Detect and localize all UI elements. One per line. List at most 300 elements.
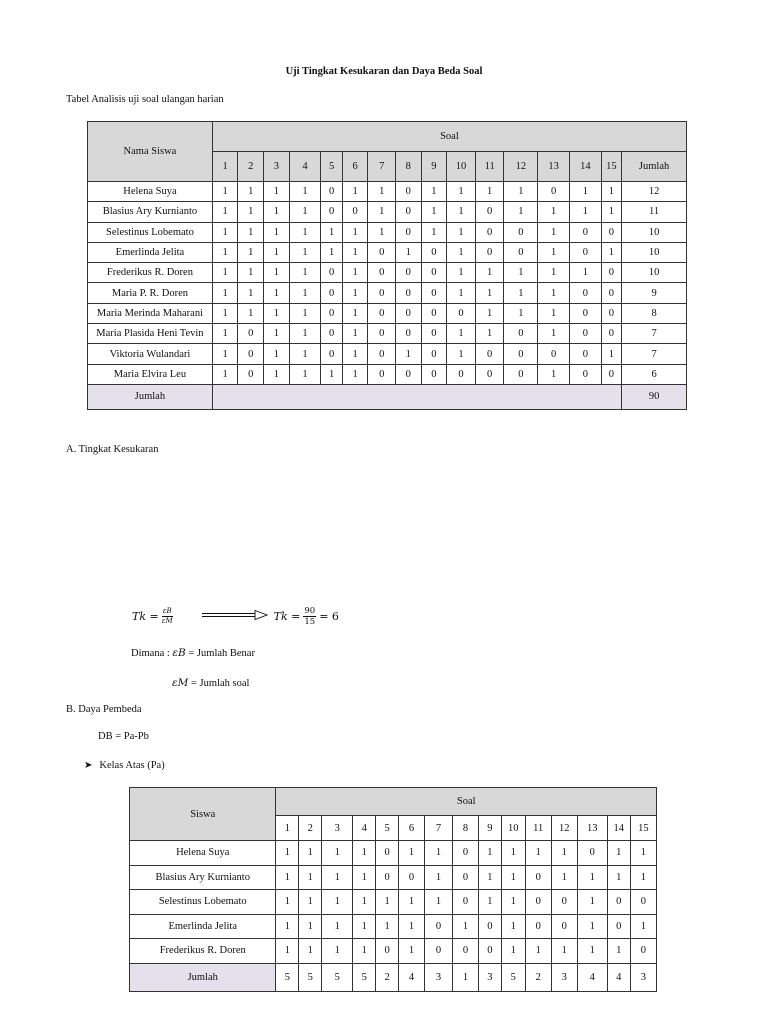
score-cell: 1: [342, 182, 368, 202]
score-cell: 1: [299, 865, 322, 890]
score-cell: 1: [538, 242, 570, 262]
score-cell: 1: [212, 324, 238, 344]
score-cell: 0: [421, 324, 447, 344]
eb-symbol: εB: [172, 647, 186, 659]
score-cell: 1: [538, 263, 570, 283]
score-cell: 1: [264, 324, 290, 344]
score-cell: 1: [501, 914, 525, 939]
upper-class-table: [129, 787, 657, 992]
score-cell: 0: [396, 303, 422, 323]
row-total: 11: [622, 202, 687, 222]
score-cell: 0: [396, 182, 422, 202]
score-cell: 1: [504, 263, 538, 283]
score-cell: 0: [525, 890, 551, 915]
score-cell: 1: [538, 283, 570, 303]
score-cell: 1: [321, 222, 342, 242]
score-cell: 0: [551, 914, 577, 939]
student-name: Maria Merinda Maharani: [88, 303, 213, 323]
grand-total: 90: [622, 384, 687, 409]
column-sum: 5: [299, 963, 322, 991]
score-cell: 1: [447, 242, 476, 262]
section-a-heading: A. Tingkat Kesukaran: [66, 444, 159, 455]
question-number-header: 4: [353, 816, 376, 841]
score-cell: 1: [504, 303, 538, 323]
score-cell: 0: [453, 841, 479, 866]
score-cell: 1: [551, 939, 577, 964]
score-cell: 1: [479, 865, 502, 890]
score-cell: 0: [479, 939, 502, 964]
question-number-header: 1: [276, 816, 299, 841]
score-cell: 1: [368, 182, 396, 202]
score-cell: 0: [538, 182, 570, 202]
column-sum: 3: [551, 963, 577, 991]
document-title: Uji Tingkat Kesukaran dan Daya Beda Soal: [285, 66, 483, 77]
score-cell: 1: [342, 263, 368, 283]
score-cell: 1: [396, 344, 422, 364]
score-cell: 1: [212, 344, 238, 364]
score-cell: 0: [475, 202, 504, 222]
score-cell: 1: [264, 344, 290, 364]
score-cell: 1: [264, 242, 290, 262]
score-cell: 1: [421, 222, 447, 242]
score-cell: 0: [551, 890, 577, 915]
score-cell: 1: [447, 344, 476, 364]
score-cell: 0: [424, 914, 452, 939]
score-cell: 1: [475, 283, 504, 303]
score-cell: 0: [601, 324, 621, 344]
score-cell: 1: [238, 242, 264, 262]
score-cell: 0: [376, 841, 399, 866]
score-cell: 0: [525, 865, 551, 890]
score-cell: 1: [289, 364, 321, 384]
score-cell: 1: [212, 242, 238, 262]
score-cell: 0: [368, 283, 396, 303]
score-cell: 1: [504, 182, 538, 202]
formula-result: = 6: [319, 610, 339, 623]
sum-label: Jumlah: [130, 963, 276, 991]
fraction-eb-em: [162, 607, 173, 626]
score-cell: 0: [321, 324, 342, 344]
student-name: Helena Suya: [88, 182, 213, 202]
score-cell: 1: [342, 364, 368, 384]
score-cell: 0: [630, 939, 656, 964]
score-cell: 1: [421, 202, 447, 222]
score-cell: 0: [475, 344, 504, 364]
score-cell: 0: [504, 242, 538, 262]
student-name: Frederikus R. Doren: [130, 939, 276, 964]
question-number-header: 6: [342, 152, 368, 182]
score-cell: 1: [299, 841, 322, 866]
score-cell: 0: [321, 283, 342, 303]
soal-header: Soal: [276, 788, 657, 816]
score-cell: 1: [368, 222, 396, 242]
score-cell: 1: [289, 263, 321, 283]
score-cell: 1: [212, 303, 238, 323]
score-cell: 1: [447, 202, 476, 222]
table-row: [88, 283, 687, 303]
score-cell: 1: [321, 242, 342, 262]
table-row: [88, 303, 687, 323]
score-cell: 1: [342, 242, 368, 262]
score-cell: 0: [538, 344, 570, 364]
score-cell: 1: [399, 914, 425, 939]
arrow-bullet-icon: ➤: [84, 760, 93, 771]
score-cell: 1: [238, 303, 264, 323]
em-symbol: εM: [172, 677, 189, 689]
question-number-header: 14: [569, 152, 601, 182]
score-cell: 1: [607, 841, 630, 866]
score-cell: 0: [504, 364, 538, 384]
score-cell: 0: [447, 364, 476, 384]
score-cell: 0: [479, 914, 502, 939]
score-cell: 0: [368, 364, 396, 384]
table-row: [88, 364, 687, 384]
table-row: [88, 182, 687, 202]
score-cell: 1: [276, 939, 299, 964]
score-cell: 1: [399, 841, 425, 866]
score-cell: 1: [424, 865, 452, 890]
score-cell: 0: [569, 283, 601, 303]
row-total: 7: [622, 324, 687, 344]
score-cell: 1: [212, 364, 238, 384]
question-number-header: 14: [607, 816, 630, 841]
score-cell: 0: [321, 182, 342, 202]
row-total: 8: [622, 303, 687, 323]
score-cell: 1: [424, 841, 452, 866]
table-row: [130, 914, 657, 939]
score-cell: 0: [607, 914, 630, 939]
score-cell: 0: [342, 202, 368, 222]
question-number-header: 12: [551, 816, 577, 841]
score-cell: 1: [399, 939, 425, 964]
fraction-denominator: εM: [161, 617, 173, 625]
score-cell: 1: [342, 324, 368, 344]
score-cell: 1: [212, 182, 238, 202]
column-sum: 3: [630, 963, 656, 991]
score-cell: 1: [353, 865, 376, 890]
score-cell: 1: [264, 263, 290, 283]
score-cell: 1: [501, 865, 525, 890]
student-name: Helena Suya: [130, 841, 276, 866]
question-number-header: 12: [504, 152, 538, 182]
score-cell: 0: [421, 283, 447, 303]
question-number-header: 15: [601, 152, 621, 182]
kelas-atas-bullet: [84, 760, 165, 771]
definition-em: [172, 677, 249, 689]
score-cell: 1: [399, 890, 425, 915]
score-cell: 0: [396, 222, 422, 242]
score-cell: 0: [447, 303, 476, 323]
score-cell: 1: [601, 202, 621, 222]
score-cell: 1: [475, 303, 504, 323]
difficulty-formula: [132, 606, 339, 627]
question-number-header: 6: [399, 816, 425, 841]
question-number-header: 3: [322, 816, 353, 841]
student-name: Viktoria Wulandari: [88, 344, 213, 364]
row-total: 12: [622, 182, 687, 202]
score-cell: 0: [630, 890, 656, 915]
score-cell: 1: [447, 222, 476, 242]
question-number-header: 9: [479, 816, 502, 841]
score-cell: 1: [342, 222, 368, 242]
fraction-numerator: 90: [304, 606, 316, 616]
score-cell: 1: [353, 890, 376, 915]
score-cell: 1: [601, 344, 621, 364]
question-number-header: 11: [525, 816, 551, 841]
score-cell: 1: [577, 890, 607, 915]
score-cell: 0: [421, 344, 447, 364]
score-cell: 1: [504, 202, 538, 222]
question-number-header: 8: [396, 152, 422, 182]
column-sum: 2: [525, 963, 551, 991]
score-cell: 1: [264, 283, 290, 303]
score-cell: 1: [322, 914, 353, 939]
table-row: [88, 202, 687, 222]
score-cell: 1: [353, 939, 376, 964]
question-number-header: 2: [238, 152, 264, 182]
question-number-header: 5: [321, 152, 342, 182]
score-cell: 1: [264, 364, 290, 384]
score-cell: 0: [421, 242, 447, 262]
score-cell: 1: [601, 242, 621, 262]
question-number-header: 10: [501, 816, 525, 841]
score-cell: 1: [322, 865, 353, 890]
row-total: 9: [622, 283, 687, 303]
score-cell: 0: [569, 364, 601, 384]
score-cell: 0: [424, 939, 452, 964]
eb-description: = Jumlah Benar: [188, 648, 255, 659]
score-cell: 1: [421, 182, 447, 202]
name-column-header: Nama Siswa: [88, 122, 213, 182]
score-cell: 0: [569, 242, 601, 262]
student-name: Emerlinda Jelita: [88, 242, 213, 262]
score-cell: 0: [321, 344, 342, 364]
score-cell: 1: [601, 182, 621, 202]
table-row: [88, 324, 687, 344]
score-cell: 1: [630, 914, 656, 939]
score-cell: 1: [551, 841, 577, 866]
formula-lhs: Tk =: [132, 610, 159, 623]
score-cell: 1: [289, 344, 321, 364]
score-cell: 1: [630, 841, 656, 866]
column-sum: 2: [376, 963, 399, 991]
table-row: [88, 263, 687, 283]
section-b-heading: B. Daya Pembeda: [66, 704, 142, 715]
score-cell: 0: [321, 202, 342, 222]
fraction-numerator: εB: [162, 607, 172, 615]
score-cell: 0: [504, 222, 538, 242]
question-number-header: 3: [264, 152, 290, 182]
row-total: 6: [622, 364, 687, 384]
score-cell: 0: [475, 242, 504, 262]
score-cell: 1: [630, 865, 656, 890]
score-cell: 1: [501, 939, 525, 964]
column-sum: 3: [424, 963, 452, 991]
column-sum: 3: [479, 963, 502, 991]
score-cell: 1: [353, 841, 376, 866]
score-cell: 1: [353, 914, 376, 939]
score-cell: 0: [601, 222, 621, 242]
score-cell: 1: [501, 841, 525, 866]
score-cell: 1: [289, 182, 321, 202]
score-cell: 1: [607, 939, 630, 964]
score-cell: 0: [453, 939, 479, 964]
score-cell: 0: [321, 263, 342, 283]
row-total: 10: [622, 222, 687, 242]
question-number-header: 7: [424, 816, 452, 841]
sum-empty-cell: [212, 384, 621, 409]
score-cell: 1: [264, 202, 290, 222]
score-cell: 1: [276, 914, 299, 939]
analysis-table: [87, 121, 687, 410]
score-cell: 1: [238, 263, 264, 283]
score-cell: 0: [607, 890, 630, 915]
student-name: Selestinus Lobemato: [130, 890, 276, 915]
kelas-atas-label: Kelas Atas (Pa): [99, 760, 165, 771]
table-caption: Tabel Analisis uji soal ulangan harian: [66, 94, 224, 105]
score-cell: 1: [289, 202, 321, 222]
score-cell: 1: [264, 182, 290, 202]
score-cell: 0: [368, 324, 396, 344]
score-cell: 0: [601, 283, 621, 303]
question-number-header: 9: [421, 152, 447, 182]
score-cell: 0: [368, 303, 396, 323]
score-cell: 0: [601, 303, 621, 323]
score-cell: 0: [569, 222, 601, 242]
score-cell: 1: [525, 841, 551, 866]
score-cell: 1: [538, 324, 570, 344]
question-number-header: 2: [299, 816, 322, 841]
score-cell: 1: [299, 914, 322, 939]
question-number-header: 4: [289, 152, 321, 182]
score-cell: 1: [538, 222, 570, 242]
score-cell: 0: [504, 344, 538, 364]
score-cell: 1: [342, 344, 368, 364]
score-cell: 1: [212, 283, 238, 303]
sum-row: [130, 963, 657, 991]
score-cell: 1: [475, 182, 504, 202]
score-cell: 0: [475, 222, 504, 242]
score-cell: 1: [577, 865, 607, 890]
score-cell: 1: [276, 841, 299, 866]
table-row: [130, 890, 657, 915]
score-cell: 1: [276, 865, 299, 890]
score-cell: 1: [475, 263, 504, 283]
score-cell: 1: [238, 202, 264, 222]
score-cell: 1: [289, 303, 321, 323]
score-cell: 1: [504, 283, 538, 303]
student-name: Frederikus R. Doren: [88, 263, 213, 283]
row-total: 7: [622, 344, 687, 364]
score-cell: 1: [376, 914, 399, 939]
student-name: Maria Elvira Leu: [88, 364, 213, 384]
score-cell: 1: [447, 283, 476, 303]
score-cell: 1: [276, 890, 299, 915]
score-cell: 0: [396, 283, 422, 303]
row-total: 10: [622, 263, 687, 283]
score-cell: 1: [212, 222, 238, 242]
soal-header: Soal: [212, 122, 686, 152]
score-cell: 0: [368, 344, 396, 364]
column-sum: 5: [353, 963, 376, 991]
score-cell: 0: [601, 263, 621, 283]
score-cell: 1: [289, 324, 321, 344]
score-cell: 1: [577, 914, 607, 939]
score-cell: 1: [447, 182, 476, 202]
score-cell: 1: [569, 263, 601, 283]
question-number-header: 10: [447, 152, 476, 182]
score-cell: 1: [289, 242, 321, 262]
score-cell: 0: [569, 344, 601, 364]
score-cell: 0: [475, 364, 504, 384]
score-cell: 0: [577, 841, 607, 866]
score-cell: 1: [453, 914, 479, 939]
score-cell: 1: [238, 222, 264, 242]
name-column-header: Siswa: [130, 788, 276, 841]
question-number-header: 5: [376, 816, 399, 841]
student-name: Blasius Ary Kurnianto: [130, 865, 276, 890]
column-sum: 5: [276, 963, 299, 991]
sum-label: Jumlah: [88, 384, 213, 409]
score-cell: 0: [569, 324, 601, 344]
score-cell: 1: [238, 182, 264, 202]
score-cell: 0: [399, 865, 425, 890]
score-cell: 0: [453, 865, 479, 890]
score-cell: 0: [321, 303, 342, 323]
column-sum: 4: [577, 963, 607, 991]
table-row: [88, 344, 687, 364]
score-cell: 1: [289, 283, 321, 303]
score-cell: 1: [538, 364, 570, 384]
fraction-90-15: [303, 606, 316, 627]
column-sum: 4: [399, 963, 425, 991]
score-cell: 1: [342, 283, 368, 303]
question-number-header: 15: [630, 816, 656, 841]
score-cell: 1: [212, 263, 238, 283]
question-number-header: 13: [577, 816, 607, 841]
score-cell: 0: [376, 865, 399, 890]
score-cell: 1: [475, 324, 504, 344]
definition-eb: [131, 647, 255, 659]
score-cell: 1: [264, 222, 290, 242]
question-number-header: 8: [453, 816, 479, 841]
score-cell: 0: [368, 263, 396, 283]
column-sum: 5: [322, 963, 353, 991]
table-row: [130, 841, 657, 866]
score-cell: 1: [577, 939, 607, 964]
score-cell: 1: [299, 890, 322, 915]
sum-row: [88, 384, 687, 409]
score-cell: 1: [322, 890, 353, 915]
score-cell: 0: [238, 364, 264, 384]
fraction-denominator: 15: [304, 617, 316, 627]
score-cell: 0: [396, 324, 422, 344]
student-name: Maria Plasida Heni Tevin: [88, 324, 213, 344]
score-cell: 1: [299, 939, 322, 964]
row-total: 10: [622, 242, 687, 262]
score-cell: 0: [238, 344, 264, 364]
score-cell: 1: [321, 364, 342, 384]
score-cell: 1: [342, 303, 368, 323]
score-cell: 1: [501, 890, 525, 915]
db-formula: DB = Pa-Pb: [98, 731, 149, 742]
student-name: Selestinus Lobemato: [88, 222, 213, 242]
score-cell: 1: [376, 890, 399, 915]
score-cell: 1: [569, 182, 601, 202]
score-cell: 0: [376, 939, 399, 964]
score-cell: 0: [396, 263, 422, 283]
column-sum: 1: [453, 963, 479, 991]
